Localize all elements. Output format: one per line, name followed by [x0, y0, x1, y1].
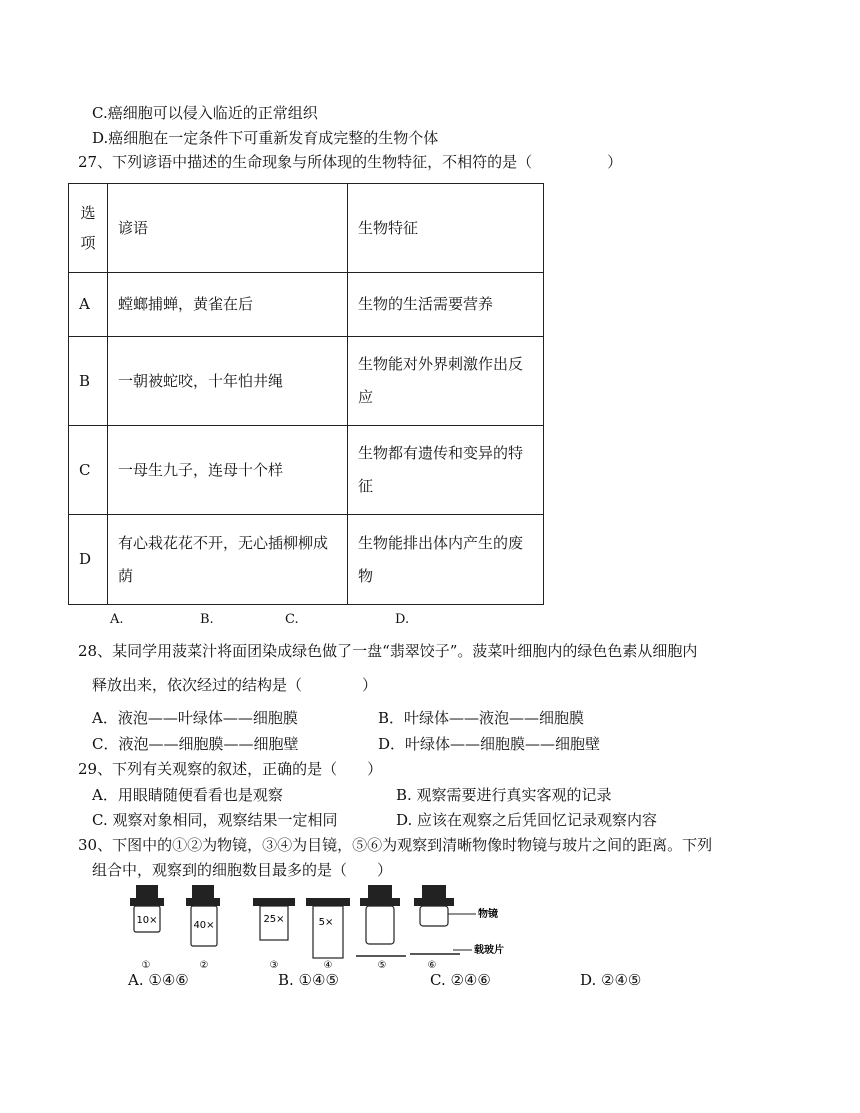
header-proverb: 谚语 [108, 184, 348, 273]
q27-choice-d: D. [395, 612, 410, 627]
q29-option-b: B. 观察需要进行真实客观的记录 [396, 786, 612, 804]
q28-option-b: B．叶绿体——液泡——细胞膜 [378, 709, 585, 727]
q28-stem-line1: 28、某同学用菠菜汁将面团染成绿色做了一盘“翡翠饺子”。菠菜叶细胞内的绿色色素从细胞内 [78, 642, 698, 660]
lens-3-number: ③ [269, 960, 279, 970]
label-slide: 载玻片 [474, 945, 504, 956]
q27-stem: 27、下列谚语中描述的生命现象与所体现的生物特征，不相符的是（ ） [78, 153, 623, 171]
lens-4-mag: 5× [318, 917, 334, 928]
table-row [69, 426, 544, 515]
row-feature-text: 生物能排出体内产生的废物 [358, 533, 524, 585]
row-option: A [69, 273, 108, 337]
row-proverb-text: 有心栽花花不开，无心插柳柳成荫 [118, 533, 329, 585]
lens-1-mag: 10× [136, 915, 158, 926]
q29-stem: 29、下列有关观察的叙述，正确的是（ ） [78, 760, 383, 778]
row-feature [348, 426, 544, 515]
objective-lens-2 [186, 885, 220, 970]
eyepiece-4 [306, 898, 350, 970]
lens-4-number: ④ [323, 960, 333, 970]
lens-2-mag: 40× [193, 920, 215, 931]
label-objective: 物镜 [478, 909, 498, 920]
row-option: B [69, 337, 108, 426]
q29-option-c: C. 观察对象相同，观察结果一定相同 [92, 811, 338, 829]
q28-option-a: A．液泡——叶绿体——细胞膜 [92, 709, 298, 727]
q27-choice-c: C. [285, 612, 299, 627]
q29-option-a: A．用眼睛随便看看也是观察 [92, 786, 283, 804]
q28-option-c: C．液泡——细胞膜——细胞壁 [92, 735, 299, 753]
table-row [69, 515, 544, 605]
q30-option-b: B. ①④⑤ [278, 971, 339, 989]
row-proverb: 螳螂捕蝉，黄雀在后 [108, 273, 348, 337]
q30-option-a: A. ①④⑥ [128, 971, 189, 989]
row-proverb: 一朝被蛇咬，十年怕井绳 [108, 337, 348, 426]
q30-stem-line1: 30、下图中的①②为物镜，③④为目镜，⑤⑥为观察到清晰物像时物镜与玻片之间的距离。下列 [78, 836, 713, 854]
objective-distance-5 [356, 885, 406, 970]
row-feature-text: 生物都有遗传和变异的特征 [358, 444, 524, 495]
lens-6-number: ⑥ [427, 960, 437, 970]
header-feature: 生物特征 [348, 184, 544, 273]
table-header-row [69, 184, 544, 273]
q28-option-d: D．叶绿体——细胞膜——细胞壁 [378, 735, 601, 753]
q30-stem-line2: 组合中，观察到的细胞数目最多的是（ ） [92, 861, 393, 879]
row-option: C [69, 426, 108, 515]
table-row [69, 273, 544, 337]
q29-option-d: D. 应该在观察之后凭回忆记录观察内容 [396, 811, 658, 829]
row-feature [348, 515, 544, 605]
lens-1-number: ① [141, 960, 151, 970]
lens-5-number: ⑤ [377, 960, 387, 970]
q26-option-c: C.癌细胞可以侵入临近的正常组织 [92, 104, 318, 122]
row-proverb: 一母生九子，连母十个样 [108, 426, 348, 515]
row-option: D [69, 515, 108, 605]
microscope-lens-figure [120, 880, 520, 970]
row-feature [348, 337, 544, 426]
objective-lens-1 [130, 885, 164, 970]
q30-option-d: D. ②④⑤ [580, 971, 642, 989]
q27-choice-b: B. [200, 612, 214, 627]
header-option [69, 184, 108, 273]
objective-distance-6 [410, 885, 460, 970]
q27-choice-a: A. [110, 612, 124, 627]
row-feature-text: 生物能对外界刺激作出反应 [358, 355, 524, 406]
q26-option-d: D.癌细胞在一定条件下可重新发育成完整的生物个体 [92, 129, 439, 147]
q27-table [68, 183, 544, 605]
row-proverb [108, 515, 348, 605]
lens-3-mag: 25× [263, 914, 285, 925]
q30-option-c: C. ②④⑥ [430, 971, 491, 989]
row-feature: 生物的生活需要营养 [348, 273, 544, 337]
lens-2-number: ② [199, 960, 209, 970]
header-option-text: 选项 [80, 204, 96, 252]
eyepiece-3 [253, 898, 295, 970]
q28-stem-line2: 释放出来，依次经过的结构是（ ） [92, 676, 378, 694]
table-row [69, 337, 544, 426]
